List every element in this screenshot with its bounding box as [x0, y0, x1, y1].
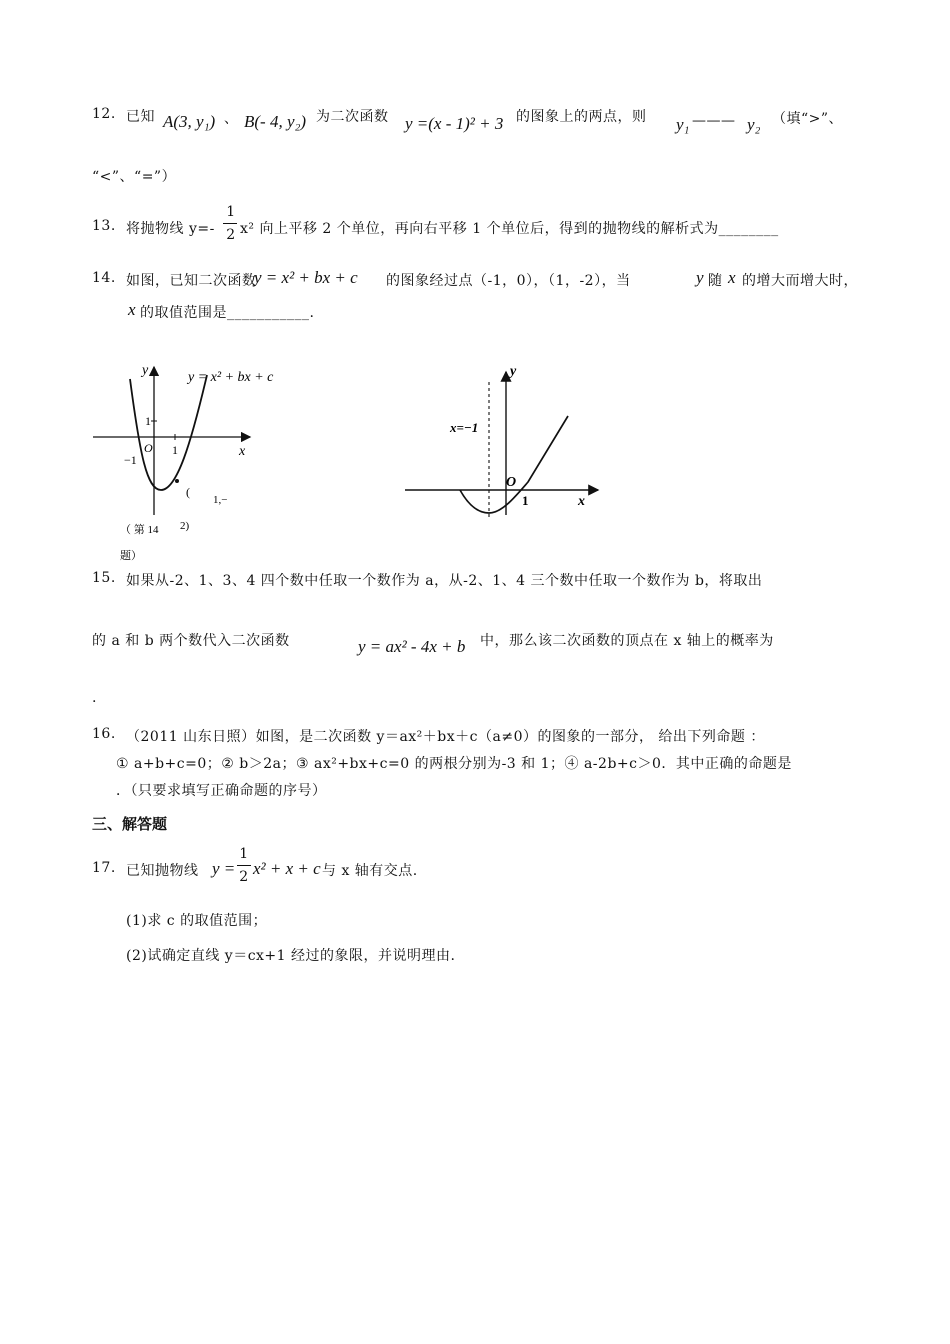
q14-text-increase: 的增大而增大时，	[742, 273, 858, 289]
q15-text-line3: .	[92, 690, 97, 706]
q17-part-2: (2)试确定直线 y＝cx+1 经过的象限，并说明理由.	[126, 948, 456, 964]
q15-function: y = ax² - 4x + b	[358, 637, 466, 656]
fig2-origin: O	[506, 475, 517, 490]
q17-y-eq: y =	[212, 859, 236, 878]
fig1-caption-2: 2)	[180, 520, 190, 532]
q17-fraction-bar	[237, 865, 251, 866]
q12-function: y =(x - 1)² + 3	[405, 114, 504, 133]
fig1-one-x: 1	[172, 443, 178, 457]
q14-function: y = x² + bx + c	[254, 268, 358, 287]
q15-text-line1: 如果从-2、1、3、4 四个数中任取一个数作为 a，从-2、1、4 三个数中任取一个数作为 b，将取出	[126, 573, 763, 589]
q13-fraction-bar	[223, 223, 237, 224]
q12-separator: 、	[224, 111, 239, 127]
q12-text-fill: （填“>”、	[772, 111, 844, 127]
q14-y-var: y	[696, 268, 704, 287]
q12-y1: y₁	[676, 115, 690, 134]
q14-x-var-line2: x	[128, 300, 136, 319]
q13-fraction-denominator: 2	[226, 227, 236, 243]
figure-14-graph	[85, 355, 315, 570]
q14-x-var: x	[728, 268, 736, 287]
q16-text-line1: （2011 山东日照）如图，是二次函数 y＝ax²＋bx＋c（a≠0）的图象的一部分， 给出下列命题 ：	[126, 729, 765, 745]
q15-text-line2: 的 a 和 b 两个数代入二次函数	[92, 633, 290, 649]
figure-16-graph	[400, 360, 610, 530]
fig1-point-label: 1,−	[213, 494, 228, 506]
q14-text-points: 的图象经过点（-1，0），（1，-2），当	[386, 273, 631, 289]
q15-number: 15.	[92, 570, 116, 586]
q17-function-tail: x² + x + c	[253, 859, 321, 878]
q15-text-line2-end: 中，那么该二次函数的顶点在 x 轴上的概率为	[480, 633, 774, 649]
q16-number: 16.	[92, 726, 116, 742]
q13-number: 13.	[92, 218, 116, 234]
q14-number: 14.	[92, 270, 116, 286]
q14-text-with: 随	[708, 273, 723, 289]
q17-fraction-numerator: 1	[239, 846, 249, 862]
fig1-paren-open: (	[186, 485, 190, 499]
q13-text-start: 将抛物线 y=-	[126, 221, 215, 237]
q17-number: 17.	[92, 860, 116, 876]
q14-text-range: 的取值范围是___________.	[140, 305, 315, 321]
q12-y2: y₂	[747, 115, 761, 134]
q17-fraction-denominator: 2	[239, 869, 249, 885]
fig2-one: 1	[522, 493, 529, 508]
fig1-caption-1: （ 第 14	[120, 524, 159, 536]
fig1-caption-3: 题）	[120, 550, 142, 562]
q12-text-function: 为二次函数	[316, 109, 389, 125]
q16-text-line2: ① a+b+c=0；② b＞2a；③ ax²+bx+c=0 的两根分别为-3 和 1；④ a-2b+c＞0．其中正确的命题是	[116, 756, 792, 772]
q16-text-line3: ．（只要求填写正确命题的序号）	[116, 783, 327, 799]
q12-blank: ———	[692, 113, 736, 129]
q12-number: 12.	[92, 106, 116, 122]
q12-text-options: “<”、“=”）	[92, 169, 177, 185]
fig1-equation: y = x² + bx + c	[188, 370, 274, 385]
fig1-point	[175, 479, 179, 483]
fig1-parabola	[130, 375, 207, 490]
fig2-x-label: x	[578, 494, 585, 509]
fig1-neg-one: −1	[124, 453, 137, 467]
q14-text-start: 如图，已知二次函数	[126, 273, 257, 289]
fig1-y-label: y	[142, 363, 149, 378]
section-heading: 三、解答题	[92, 815, 168, 833]
q12-point-b: B(- 4, y₂)	[244, 112, 307, 131]
q13-fraction-numerator: 1	[226, 204, 236, 220]
fig2-axis-label: x=−1	[450, 420, 479, 435]
q17-part-1: (1)求 c 的取值范围；	[126, 913, 268, 929]
q13-text-rest: x² 向上平移 2 个单位，再向右平移 1 个单位后，得到的抛物线的解析式为________	[240, 221, 779, 237]
fig1-x-label: x	[239, 444, 246, 459]
q17-text-end: 与 x 轴有交点.	[322, 863, 418, 879]
fig1-origin: O	[144, 441, 153, 455]
q17-text-start: 已知抛物线	[126, 863, 199, 879]
fig2-y-label: y	[510, 364, 517, 379]
q12-point-a: A(3, y₁)	[163, 112, 216, 131]
fig1-one-y: 1	[145, 414, 151, 428]
q12-text-points: 的图象上的两点，则	[516, 109, 647, 125]
q12-text-known: 已知	[126, 109, 155, 125]
